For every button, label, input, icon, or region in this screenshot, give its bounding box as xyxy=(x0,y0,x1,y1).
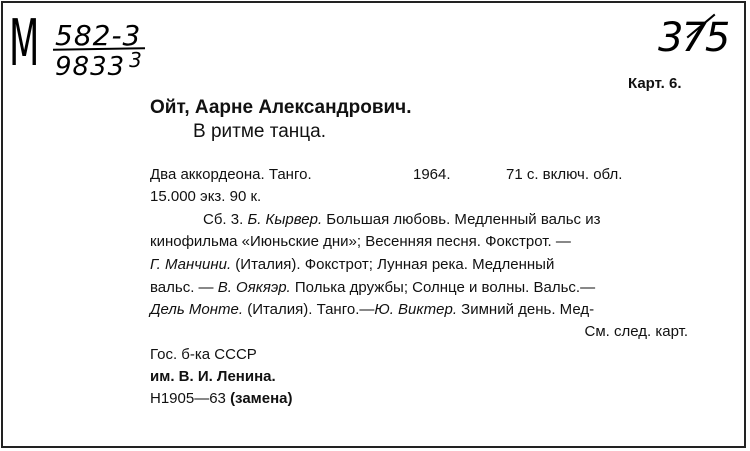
handwritten-letter: М xyxy=(9,7,39,81)
contents-text: вальс. — xyxy=(150,279,218,296)
imprint-pages: 71 с. включ. обл. xyxy=(506,166,623,183)
contents-text: кинофильма «Июньские дни»; Весенняя песня. Фокстрот. — xyxy=(150,233,571,250)
handwritten-shelf-code-bottom xyxy=(55,48,143,82)
contents-text: Сб. 3. xyxy=(203,211,248,228)
handwritten-inventory-number: 375 xyxy=(658,15,729,61)
imprint-year: 1964. xyxy=(413,166,451,183)
card-number: Карт. 6. xyxy=(628,75,682,92)
work-title: В ритме танца. xyxy=(193,121,327,142)
imprint-subtitle: Два аккордеона. Танго. xyxy=(150,166,312,183)
contents-composer: Ю. Виктер. xyxy=(374,301,457,318)
contents-composer: В. Оякяэр. xyxy=(217,279,291,296)
library-line-2: им. В. И. Ленина. xyxy=(150,368,276,385)
contents-composer: Б. Кырвер. xyxy=(247,211,323,228)
contents-line xyxy=(203,211,600,229)
shelf-code-bottom-sup: 3 xyxy=(129,48,143,72)
author-heading: Ойт, Аарне Александрович. xyxy=(150,97,412,118)
continued-note: См. след. карт. xyxy=(584,323,688,340)
contents-line xyxy=(150,301,594,319)
contents-line xyxy=(150,256,554,274)
contents-composer: Дель Монте. xyxy=(150,301,244,318)
handwritten-shelf-code-top: 582-3 xyxy=(55,19,142,52)
shelf-code-bottom-main: 9833 xyxy=(55,52,126,82)
contents-composer: Г. Манчини. xyxy=(150,256,232,273)
contents-line xyxy=(150,279,595,297)
contents-text: Большая любовь. Медленный вальс из xyxy=(322,211,601,228)
print-run: 15.000 экз. 90 к. xyxy=(150,188,262,205)
library-line-3 xyxy=(150,390,293,408)
contents-text: (Италия). Танго.— xyxy=(243,301,375,318)
contents-line xyxy=(150,233,571,251)
contents-text: Полька дружбы; Солнце и волны. Вальс.— xyxy=(290,279,596,296)
library-line-1: Гос. б-ка СССР xyxy=(150,346,257,363)
contents-text: Зимний день. Мед- xyxy=(457,301,595,318)
library-code: Н1905—63 xyxy=(150,390,226,407)
contents-text: (Италия). Фокстрот; Лунная река. Медленный xyxy=(231,256,555,273)
library-code-note: (замена) xyxy=(230,390,293,407)
catalog-card xyxy=(1,1,746,448)
